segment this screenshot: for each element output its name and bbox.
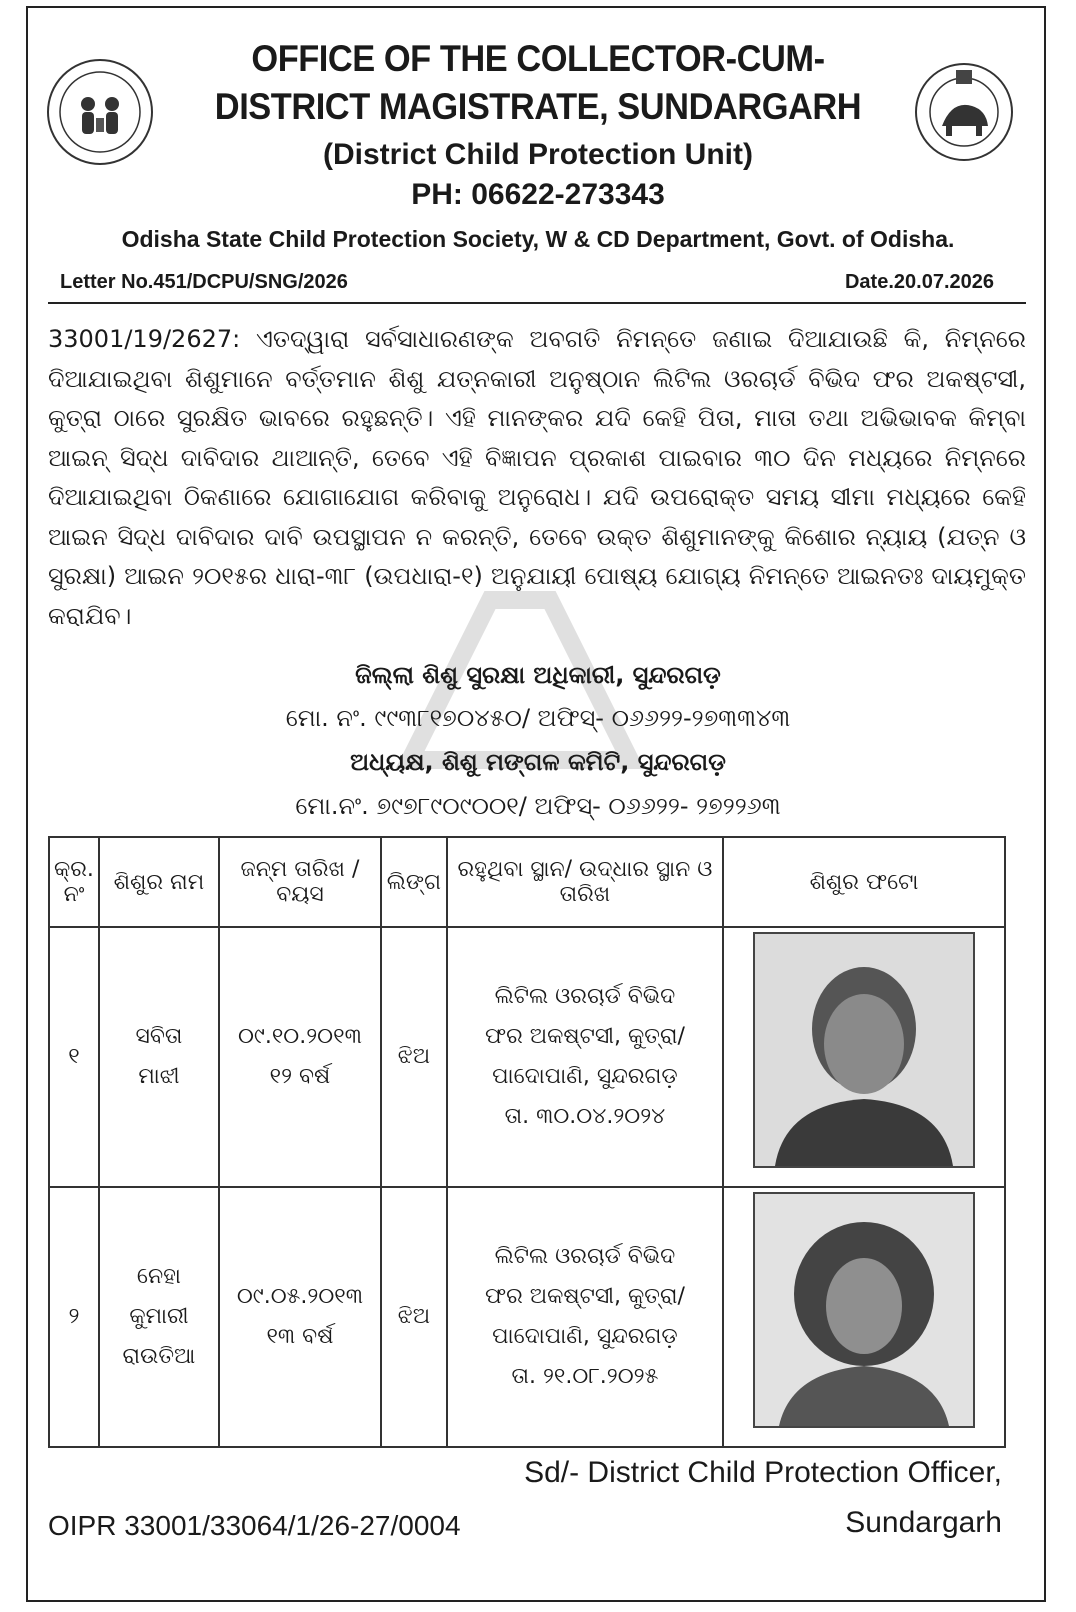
- name-line: ରାଉତିଆ: [122, 1344, 196, 1369]
- notice-body: 33001/19/2627: ଏତଦ୍ୱାରା ସର୍ବସାଧାରଣଙ୍କ ଅବଗତି ନିମନ୍ତେ ଜଣାଇ ଦିଆଯାଉଛି କି, ନିମ୍ନରେ ଦିଆଯାଇଥିବା ଶିଶୁମାନେ ବର୍ତ୍ତମାନ ଶିଶୁ ଯତ୍ନକାରୀ ଅନୁଷ୍ଠାନ ଲିଟିଲ ଓରଚାର୍ଡ ବିଭିଦ ଫର ଅକଷ୍ଟସୀ, କୁତ୍ରା ଠାରେ ସୁରକ୍ଷିତ ଭାବରେ ରହୁଛନ୍ତି। ଏହି ମାନଙ୍କର ଯଦି କେହି ପିତା, ମାତା ତଥା ଅଭିଭାବକ କିମ୍ବା ଆଇନ୍ ସିଦ୍ଧ ଦାବିଦାର ଥାଆନ୍ତି, ତେବେ ଏହି ବିଜ୍ଞାପନ ପ୍ରକାଶ ପାଇବାର ୩୦ ଦିନ ମଧ୍ୟରେ ନିମ୍ନରେ ଦିଆଯାଇଥିବା ଠିକଣାରେ ଯୋଗାଯୋଗ କରିବାକୁ ଅନୁରୋଧ। ଯଦି ଉପରୋକ୍ତ ସମୟ ସୀମା ମଧ୍ୟରେ କେହି ଆଇନ ସିଦ୍ଧ ଦାବିଦାର ଦାବି ଉପସ୍ଥାପନ ନ କରନ୍ତି, ତେବେ ଉକ୍ତ ଶିଶୁମାନଙ୍କୁ କିଶୋର ନ୍ୟାୟ (ଯତ୍ନ ଓ ସୁରକ୍ଷା) ଆଇନ ୨୦୧୫ର ଧାରା-୩୮ (ଉପଧାରା-୧) ଅନୁଯାୟୀ ପୋଷ୍ୟ ଯୋଗ୍ୟ ନିମନ୍ତେ ଆଇନତଃ ଦାୟମୁକ୍ତ କରାଯିବ।: [48, 325, 1026, 630]
- name-line: ମାଝୀ: [138, 1064, 180, 1089]
- society-line: Odisha State Child Protection Society, W & CD Department, Govt. of Odisha.: [121, 226, 955, 252]
- dob-value: ୦୯.୦୫.୨୦୧୩: [236, 1284, 364, 1309]
- oipr-number: OIPR 33001/33064/1/26-27/0004: [48, 1510, 461, 1541]
- children-table: [48, 836, 1006, 1448]
- cell-sl: ୨: [49, 1187, 99, 1447]
- name-line: ନେହା: [136, 1264, 181, 1289]
- letter-number: Letter No.451/DCPU/SNG/2026: [60, 271, 348, 293]
- cell-name: [99, 927, 219, 1187]
- chair-title: ଅଧ୍ୟକ୍ଷ, ଶିଶୁ ମଙ୍ଗଳ କମିଟି, ସୁନ୍ଦରଗଡ଼: [350, 748, 726, 776]
- place-line: ଫର ଅକଷ୍ଟସୀ, କୁତ୍ରା/: [485, 1284, 685, 1309]
- header-divider: [48, 302, 1026, 304]
- cell-dob: [219, 1187, 381, 1447]
- col-header-photo: ଶିଶୁର ଫଟୋ: [723, 837, 1005, 927]
- office-title-line1: OFFICE OF THE COLLECTOR-CUM-: [251, 38, 825, 79]
- place-line: ପାଦୋପାଣି, ସୁନ୍ଦରଗଡ଼: [492, 1064, 678, 1089]
- place-line: ପାଦୋପାଣି, ସୁନ୍ଦରଗଡ଼: [492, 1324, 678, 1349]
- name-line: ସବିତା: [135, 1024, 183, 1049]
- cell-sl: ୧: [49, 927, 99, 1187]
- place-line: ତା. ୩୦.୦୪.୨୦୨୪: [504, 1104, 666, 1129]
- unit-title: (District Child Protection Unit): [323, 138, 753, 171]
- place-line: ଲିଟିଲ ଓରଚାର୍ଡ ବିଭିଦ: [494, 984, 676, 1009]
- col-header-name: ଶିଶୁର ନାମ: [99, 837, 219, 927]
- cell-photo: [723, 1187, 1005, 1447]
- col-header-dob: ଜନ୍ମ ତାରିଖ / ବୟସ: [219, 837, 381, 927]
- cell-place: [447, 1187, 723, 1447]
- place-line: ତା. ୨୧.୦୮.୨୦୨୫: [511, 1364, 659, 1389]
- table-header-row: [49, 837, 1005, 927]
- signature-line: Sd/- District Child Protection Officer,: [524, 1456, 1002, 1489]
- child-photo-icon: [753, 932, 975, 1168]
- office-title-line2: DISTRICT MAGISTRATE, SUNDARGARH: [214, 86, 862, 127]
- cell-dob: [219, 927, 381, 1187]
- letter-date: Date.20.07.2026: [844, 271, 994, 293]
- officer-title: ଜିଲ୍ଲା ଶିଶୁ ସୁରକ୍ଷା ଅଧିକାରୀ, ସୁନ୍ଦରଗଡ଼: [355, 661, 721, 689]
- col-header-gender: ଲିଙ୍ଗ: [381, 837, 447, 927]
- signature-place: Sundargarh: [845, 1506, 1002, 1539]
- cell-place: [447, 927, 723, 1187]
- col-header-sl: କ୍ର. ନଂ: [49, 837, 99, 927]
- age-value: ୧୩ ବର୍ଷ: [266, 1324, 334, 1349]
- place-line: ଫର ଅକଷ୍ଟସୀ, କୁତ୍ରା/: [485, 1024, 685, 1049]
- age-value: ୧୨ ବର୍ଷ: [269, 1064, 331, 1089]
- cell-gender: ଝିଅ: [381, 1187, 447, 1447]
- cell-photo: [723, 927, 1005, 1187]
- officer-contact: ମୋ. ନଂ. ୯୯୩୮୧୭୦୪୫୦/ ଅଫିସ୍- ୦୬୬୨୨-୨୭୩୩୪୩: [285, 704, 791, 732]
- table-row: [49, 927, 1005, 1187]
- chair-contact: ମୋ.ନଂ. ୭୯୭୮୯୦୯୦୦୧/ ଅଫିସ୍- ୦୬୬୨୨- ୨୭୨୨୬୩: [295, 792, 781, 820]
- dob-value: ୦୯.୧୦.୨୦୧୩: [237, 1024, 362, 1049]
- name-line: କୁମାରୀ: [129, 1304, 189, 1329]
- table-row: [49, 1187, 1005, 1447]
- office-phone: PH: 06622-273343: [411, 178, 665, 211]
- cell-gender: ଝିଅ: [381, 927, 447, 1187]
- place-line: ଲିଟିଲ ଓରଚାର୍ଡ ବିଭିଦ: [494, 1244, 676, 1269]
- child-photo-icon: [753, 1192, 975, 1428]
- cell-name: [99, 1187, 219, 1447]
- col-header-place: ରହୁଥିବା ସ୍ଥାନ/ ଉଦ୍ଧାର ସ୍ଥାନ ଓ ତାରିଖ: [447, 837, 723, 927]
